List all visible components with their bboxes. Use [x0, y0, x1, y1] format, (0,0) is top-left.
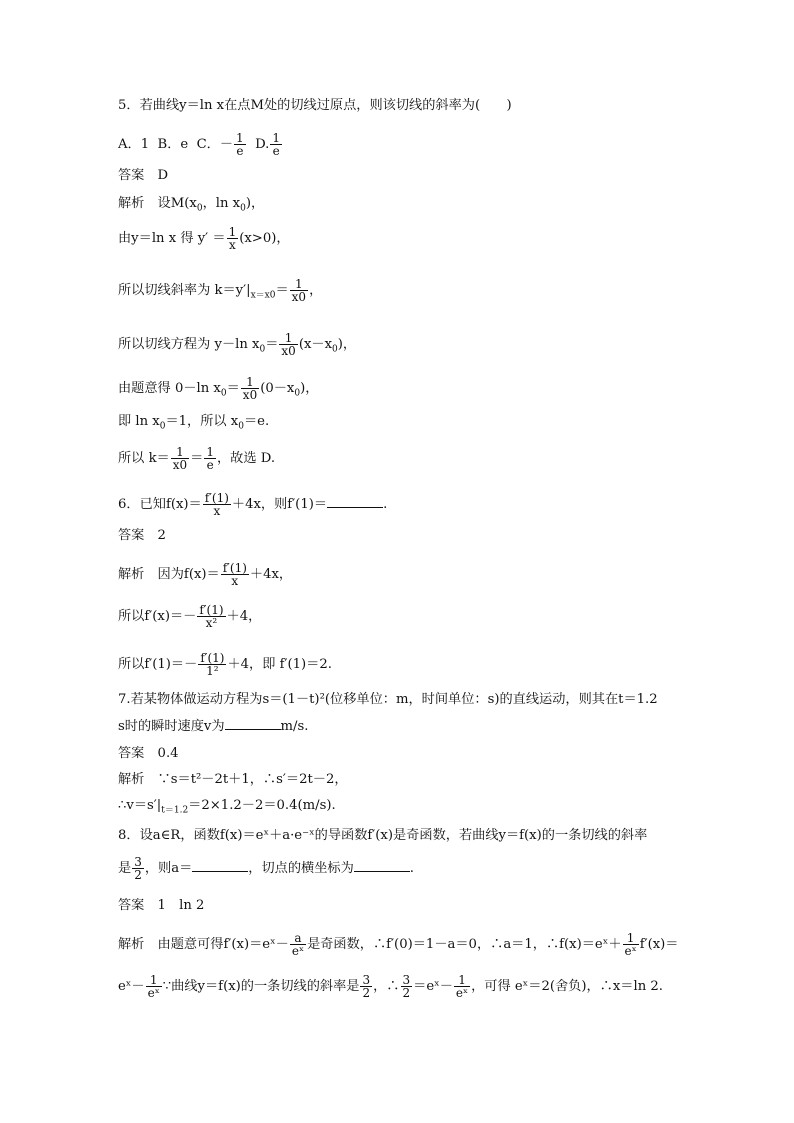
- q5-solution-line-5: 由题意得 0－ln $x_0=$ $\frac{1}{x0}$ $(0-x_0)$，: [118, 375, 319, 402]
- q5-option-c: C．－ $\frac{1}{e}$: [196, 131, 244, 158]
- q7-answer-blank[interactable]: [225, 718, 281, 730]
- q7-solution-line-1: 解析 ∵s＝t²－2t＋1，∴s′＝2t－2，: [118, 772, 348, 787]
- q7-stem-line-2: s时的瞬时速度v为 m/s.: [118, 719, 309, 734]
- q6-solution-line-1: 解析 因为f(x)＝ $\frac{f'(1)}{x}$ ＋4x，: [118, 561, 293, 588]
- q6-answer-blank[interactable]: [327, 496, 383, 508]
- q5-solution-line-2: 由y＝ln x 得 y′ ＝ $\frac{1}{x}$ (x>0)，: [118, 225, 290, 252]
- q8-answer-blank-x[interactable]: [354, 860, 410, 872]
- q8-solution-line-1: 解析 由题意可得f′(x)＝eˣ－ $\frac{a}{\text{eˣ}}$ 是奇函数，∴f′(0)＝1－a＝0，∴a＝1，∴f(x)＝eˣ＋ $\frac{1}{\text{eˣ}}$ f′(x)＝: [118, 931, 679, 958]
- q5-options: [118, 132, 283, 157]
- q7-stem-line-1: 7.若某物体做运动方程为s＝(1－t)²(位移单位：m，时间单位：s)的直线运动，则其在t＝1.2: [118, 692, 658, 707]
- q5-option-b: B．e: [157, 137, 189, 152]
- q8-answer-blank-a[interactable]: [192, 860, 248, 872]
- q7-solution-line-2: $\therefore v=s'|_{t=1.2}=2\times 1.2-2=0.4(m/s)$.: [118, 798, 336, 816]
- q8-stem-line-2: 是 $\frac{3}{2}$ ，则a＝ ，切点的横坐标为 .: [118, 855, 414, 882]
- q5-option-d: D. $\frac{1}{e}$: [255, 131, 281, 158]
- q5-solution-line-4: 所以切线方程为 y－ln $x_0=$ $\frac{1}{x0}$ $(x-x_0)$，: [118, 331, 357, 358]
- q7-answer: 答案 0.4: [118, 746, 179, 761]
- q6-answer: 答案 2: [118, 528, 166, 543]
- q5-solution-line-1: 解析 设$M(x_0$，$\ln x_0$)，: [118, 196, 265, 214]
- q6-stem: 6．已知f(x)＝ $\frac{f'(1)}{x}$ ＋4x，则f′(1)＝ .: [118, 491, 388, 518]
- q5-stem: 5．若曲线y＝ln x在点M处的切线过原点，则该切线的斜率为( ): [118, 98, 512, 113]
- q5-solution-line-7: 所以 k＝ $\frac{1}{x0}$ ＝ $\frac{1}{e}$ ，故选 D.: [118, 445, 276, 472]
- q8-answer: 答案 1 ln 2: [118, 898, 205, 913]
- q6-solution-line-3: 所以f′(1)＝－ $\frac{f'(1)}{\text{1²}}$ ＋4，即 f′(1)＝2.: [118, 651, 332, 678]
- q8-stem-line-1: 8．设a∈R，函数f(x)＝eˣ＋a·e⁻ˣ的导函数f′(x)是奇函数，若曲线y＝f(x)的一条切线的斜率: [118, 828, 648, 843]
- q5-solution-line-3: 所以切线斜率为 $k=y'|_{x=x0}=$ $\frac{1}{x0}$ ，: [118, 277, 323, 304]
- q6-solution-line-2: 所以f′(x)＝－ $\frac{f'(1)}{\text{x²}}$ ＋4，: [118, 603, 262, 630]
- q8-solution-line-2: eˣ－ $\frac{1}{\text{eˣ}}$ ∵曲线y＝f(x)的一条切线的斜率是 $\frac{3}{2}$ ，∴ $\frac{3}{2}$ ＝eˣ－ $\frac{1}{\text{eˣ}}$ ，可得 eˣ＝2(舍负)，∴x＝ln 2.: [118, 973, 663, 1000]
- q5-option-a: A．1: [118, 137, 150, 152]
- q5-answer: 答案 D: [118, 168, 169, 183]
- q5-solution-line-6: 即 $\ln x_0=1$，所以 $x_0=e$.: [118, 414, 270, 432]
